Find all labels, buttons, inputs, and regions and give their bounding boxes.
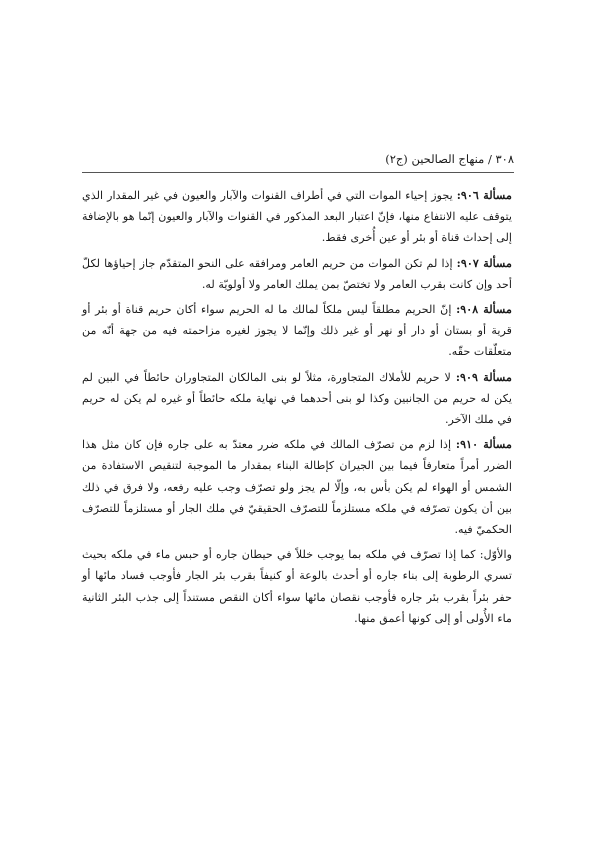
issue-909-label: مسألة ٩٠٩: [455, 369, 512, 384]
issue-907-paragraph [82, 253, 512, 295]
issue-909-paragraph [82, 367, 512, 431]
issue-910-label: مسألة ٩١٠: [455, 437, 513, 452]
issue-906-text: يجوز إحياء الموات التي في أطراف القنوات والآبار والعيون في غير المقدار الذي يتوقف عليه الانتفاع منها، فإنّ اعتبار البعد المذكور في القنوات والآبار والعيون إنّما هو بالإضافة إلى إحداث قناة أو بئر أو عين أُخرى فقط. [82, 189, 512, 245]
issue-907-label: مسألة ٩٠٧: [456, 255, 512, 270]
page-number: ٣٠٨ [495, 152, 514, 166]
issue-910-text: إذا لزم من تصرّف المالك في ملكه ضرر معتدّ به على جاره فإن كان مثل هذا الضرر أمراً متعارفاً فيما بين الجيران كإطالة البناء بمقدار ما الموجبة لتنقيص الاستفادة من الشمس أو الهواء لم يكن بأس به، وإلّا لم يجز ولو تصرّف وجب عليه رفعه، ولا فرق في ذلك بين أن يكون تصرّفه في ملكه مستلزماً للتصرّف الحقيقيّ في ملك الجار أو مستلزماً للتصرّف الحكميّ فيه. [82, 438, 512, 537]
issue-908-paragraph [82, 299, 512, 363]
issue-910-paragraph [82, 434, 512, 540]
running-header [82, 150, 514, 173]
header-separator: / [487, 152, 492, 166]
body-text [82, 185, 512, 633]
issue-907-text: إذا لم تكن الموات من حريم العامر ومرافقه على النحو المتقدّم جاز إحياؤها لكلّ أحد وإن كانت بقرب العامر ولا تختصّ بمن يملك العامر ولا أولويّة له. [82, 256, 512, 291]
book-title: منهاج الصالحين (ج٢) [385, 152, 485, 166]
issue-909-text: لا حريم للأملاك المتجاورة، مثلاً لو بنى المالكان المتجاوران حائطاً في البين لم يكن له حريم من الجانبين وكذا لو بنى أحدهما في نهاية ملكه حائطاً أو غيره لم يكن له حريم في ملك الآخر. [82, 370, 512, 427]
issue-908-text: إنّ الحريم مطلقاً ليس ملكاً لمالك ما له الحريم سواء أكان حريم قناة أو بئر أو قرية أو بستان أو دار أو نهر أو غير ذلك وإنّما لا يجوز لغيره مزاحمته فيه من جهة أنّه من متعلّقات حقّه. [82, 303, 512, 359]
first-case-paragraph [82, 544, 512, 629]
issue-908-label: مسألة ٩٠٨: [456, 302, 512, 317]
issue-906-label: مسألة ٩٠٦: [456, 188, 513, 202]
first-case-text: والأوّل: كما إذا تصرّف في ملكه بما يوجب خللاً في حيطان جاره أو حبس ماء في ملكه بحيث تسري الرطوبة إلى بناء جاره أو أحدث بالوعة أو كنيفاً بقرب بئر الجار فأوجب فساد مائها أو حفر بئراً بقرب بئر جاره فأوجب نقصان مائها سواء أكان النقص مستنداً إلى جذب البئر الثانية ماء الأُولى أو إلى كونها أعمق منها. [82, 548, 512, 625]
issue-906-paragraph [82, 185, 512, 249]
